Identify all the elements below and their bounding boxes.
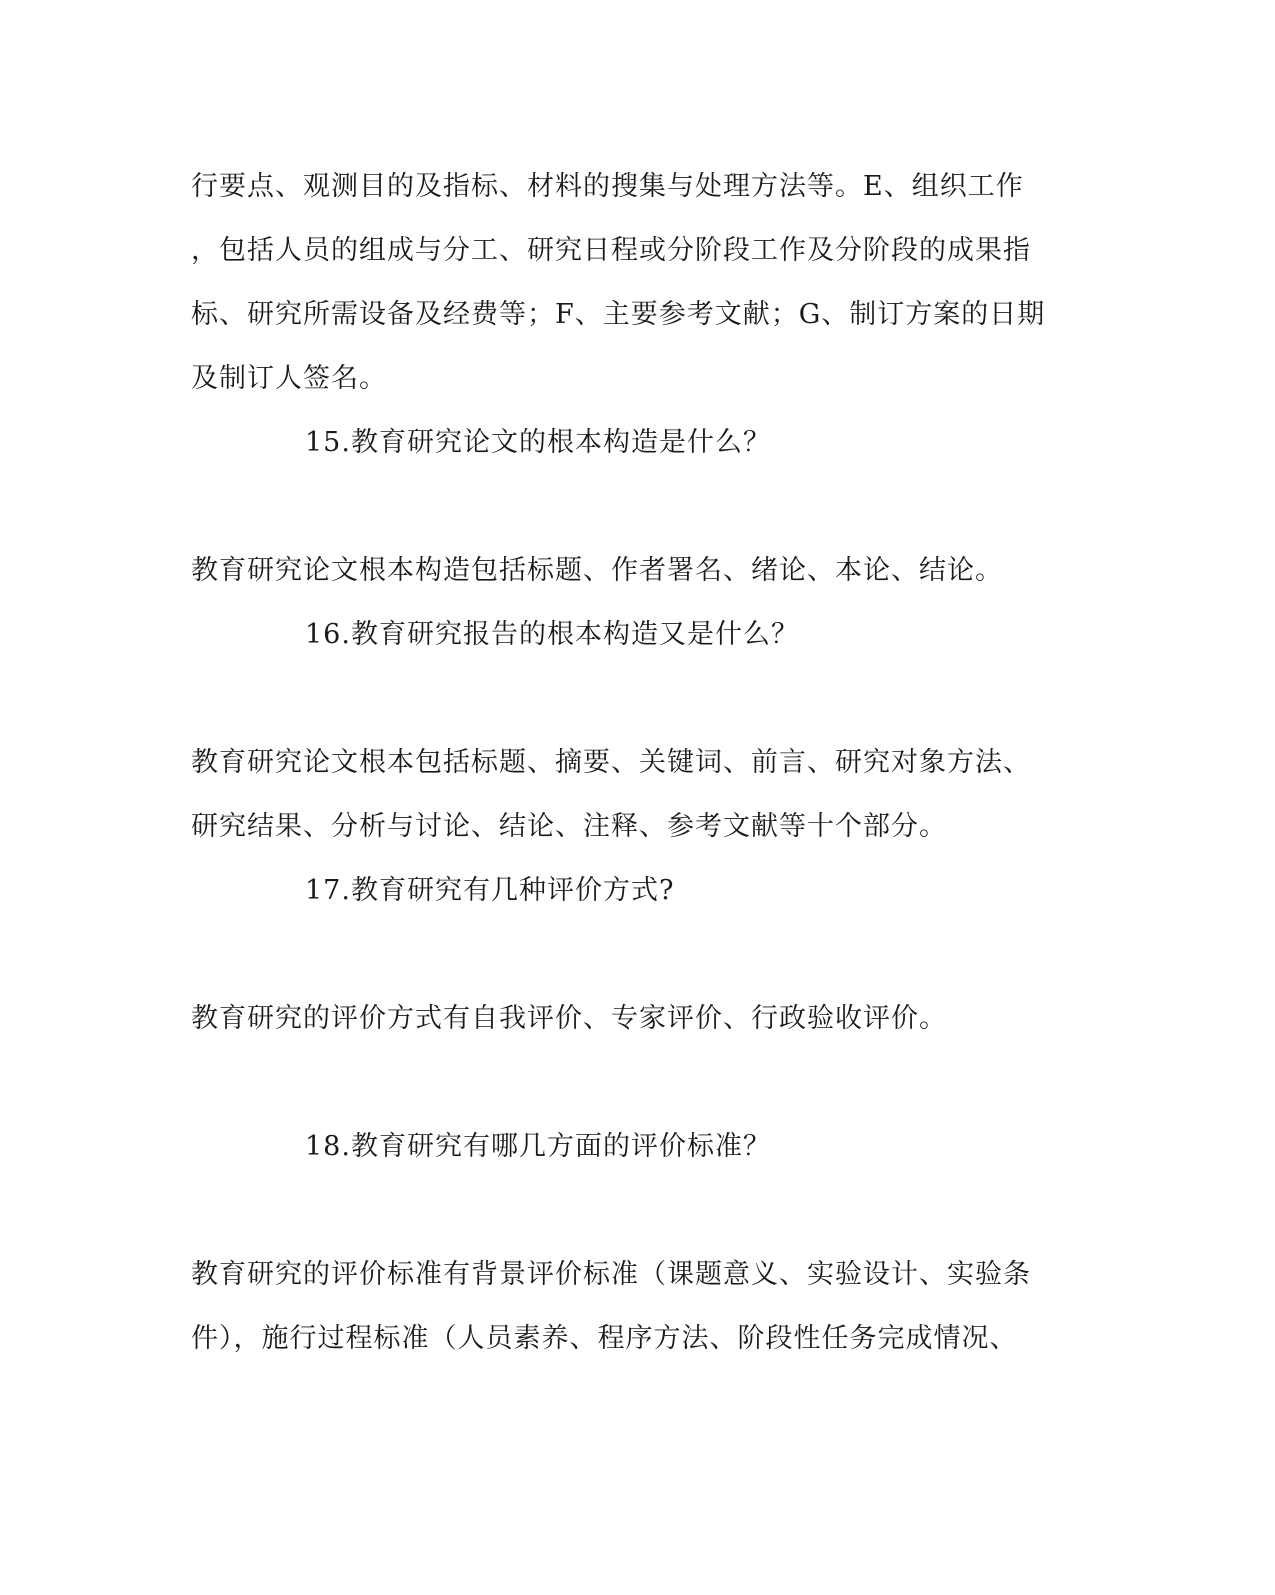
answer-17: 教育研究的评价方式有自我评价、专家评价、行政验收评价。 (191, 1003, 947, 1034)
paragraph-line: 及制订人签名。 (191, 363, 387, 394)
question-17: 17.教育研究有几种评价方式? (305, 875, 675, 906)
question-16: 16.教育研究报告的根本构造又是什么？ (305, 619, 799, 650)
answer-18-line: 件），施行过程标准（人员素养、程序方法、阶段性任务完成情况、 (191, 1323, 1018, 1354)
question-18: 18.教育研究有哪几方面的评价标准？ (305, 1131, 771, 1162)
answer-16-line: 教育研究论文根本包括标题、摘要、关键词、前言、研究对象方法、 (191, 747, 1031, 778)
question-15: 15.教育研究论文的根本构造是什么？ (305, 427, 771, 458)
paragraph-line: ，包括人员的组成与分工、研究日程或分阶段工作及分阶段的成果指 (191, 235, 1031, 266)
answer-18-line: 教育研究的评价标准有背景评价标准（课题意义、实验设计、实验条 (191, 1259, 1031, 1290)
answer-15: 教育研究论文根本构造包括标题、作者署名、绪论、本论、结论。 (191, 555, 1003, 586)
answer-16-line: 研究结果、分析与讨论、结论、注释、参考文献等十个部分。 (191, 811, 947, 842)
paragraph-line: 标、研究所需设备及经费等；F、主要参考文献；G、制订方案的日期 (191, 299, 1046, 330)
paragraph-line: 行要点、观测目的及指标、材料的搜集与处理方法等。E、组织工作 (191, 171, 1024, 202)
